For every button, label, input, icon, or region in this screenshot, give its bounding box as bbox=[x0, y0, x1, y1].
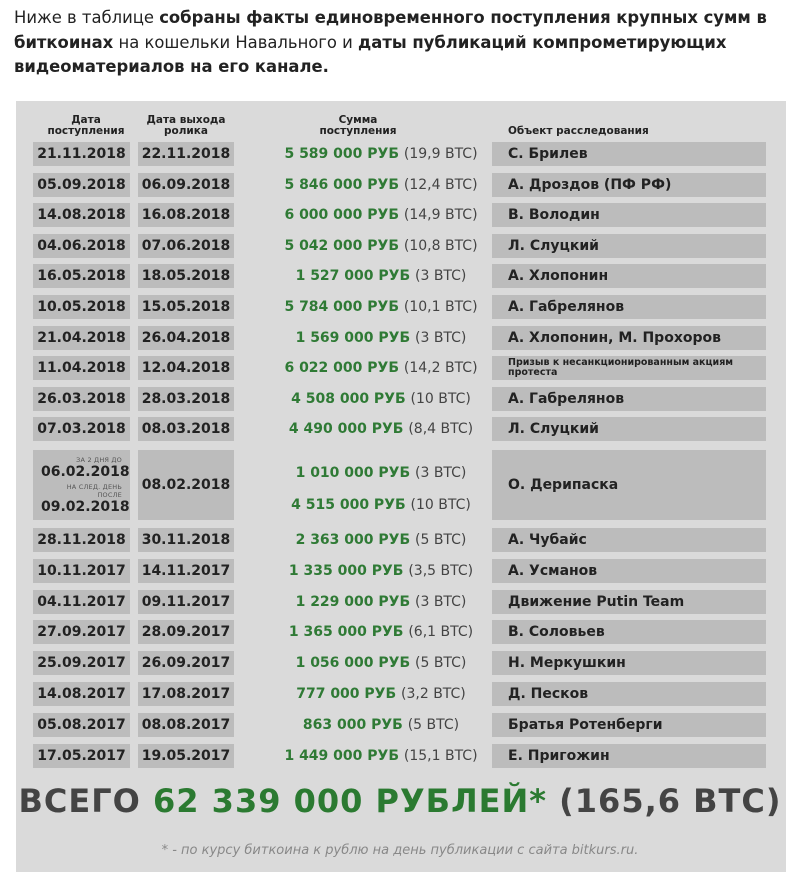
sum-rub: 1 569 000 РУБ bbox=[295, 329, 411, 346]
table-cell-sum bbox=[261, 563, 501, 579]
table-cell-date-in: 21.04.2018 bbox=[33, 326, 130, 350]
sum-btc: (19,9 BTC) bbox=[403, 146, 478, 162]
table-cell-object: А. Хлопонин, М. Прохоров bbox=[492, 326, 766, 350]
intro-bold-1: собраны факты единовременного поступления крупных сумм в биткоинах bbox=[14, 8, 767, 52]
table-cell-object: Движение Putin Team bbox=[492, 590, 766, 614]
sum-btc: (3,5 BTC) bbox=[408, 562, 474, 579]
total-star: * bbox=[529, 782, 548, 820]
sum-btc: (10 BTC) bbox=[410, 497, 471, 513]
table-cell-date-out: 18.05.2018 bbox=[138, 264, 234, 288]
table-cell-sum bbox=[261, 207, 501, 223]
table-cell-date-out: 06.09.2018 bbox=[138, 173, 234, 197]
table-cell-date-in: 05.08.2017 bbox=[33, 713, 130, 737]
sum-rub: 1 365 000 РУБ bbox=[288, 624, 404, 641]
table-cell-sum bbox=[261, 146, 501, 162]
bitcoin-table-panel bbox=[16, 101, 786, 872]
table-cell-sum bbox=[261, 594, 501, 610]
sum-btc: (6,1 BTC) bbox=[408, 624, 474, 641]
header-date-out: Дата выхода ролика bbox=[146, 114, 226, 137]
table-cell-date-out: 08.08.2017 bbox=[138, 713, 234, 737]
table-cell-date-out: 07.06.2018 bbox=[138, 234, 234, 258]
table-cell-sum bbox=[261, 268, 501, 284]
sum-btc: (5 BTC) bbox=[415, 532, 467, 548]
sum-double-2 bbox=[261, 497, 501, 513]
sum-btc: (14,2 BTC) bbox=[403, 360, 478, 377]
table-cell-object-double: О. Дерипаска bbox=[492, 450, 766, 520]
table-cell-sum bbox=[261, 624, 501, 640]
header-date-in: Дата поступления bbox=[47, 114, 125, 137]
table-cell-date-in: 28.11.2018 bbox=[33, 528, 130, 552]
sum-rub: 1 229 000 РУБ bbox=[295, 593, 411, 610]
sum-double-1 bbox=[261, 465, 501, 481]
sum-btc: (8,4 BTC) bbox=[408, 421, 474, 438]
table-cell-date-out: 17.08.2017 bbox=[138, 682, 234, 706]
table-cell-object: А. Хлопонин bbox=[492, 264, 766, 288]
sum-btc: (3 BTC) bbox=[415, 268, 467, 285]
table-cell-date-in: 14.08.2018 bbox=[33, 203, 130, 227]
sum-btc: (5 BTC) bbox=[415, 655, 467, 672]
sum-rub: 4 490 000 РУБ bbox=[288, 421, 404, 438]
table-cell-object: А. Чубайс bbox=[492, 528, 766, 552]
table-cell-date-in: 04.11.2017 bbox=[33, 590, 130, 614]
table-cell-sum bbox=[261, 532, 501, 548]
table-cell-object: Д. Песков bbox=[492, 682, 766, 706]
table-cell-object: А. Габрелянов bbox=[492, 295, 766, 319]
table-cell-object: Призыв к несанкционированным акциям протеста bbox=[492, 356, 766, 380]
total-amount: 62 339 000 РУБЛЕЙ bbox=[153, 782, 530, 820]
sum-rub: 777 000 РУБ bbox=[296, 686, 397, 702]
table-cell-date-in: 21.11.2018 bbox=[33, 142, 130, 166]
table-cell-date-out: 12.04.2018 bbox=[138, 356, 234, 380]
table-cell-object: Н. Меркушкин bbox=[492, 651, 766, 675]
intro-text-2: на кошельки Навального и bbox=[113, 32, 359, 52]
intro-text-1: Ниже в таблице bbox=[14, 8, 160, 27]
table-cell-date-in: 05.09.2018 bbox=[33, 173, 130, 197]
sum-btc: (5 BTC) bbox=[407, 716, 460, 733]
sum-rub: 5 846 000 РУБ bbox=[284, 176, 399, 193]
sum-rub: 2 363 000 РУБ bbox=[295, 532, 411, 548]
table-cell-object: Братья Ротенберги bbox=[492, 713, 766, 737]
header-object: Объект расследования bbox=[508, 125, 649, 137]
table-cell-sum bbox=[261, 391, 501, 407]
sum-btc: (15,1 BTC) bbox=[403, 747, 478, 764]
sum-rub: 5 042 000 РУБ bbox=[284, 237, 399, 254]
table-cell-date-in: 11.04.2018 bbox=[33, 356, 130, 380]
table-cell-sum bbox=[261, 360, 501, 376]
sum-btc: (14,9 BTC) bbox=[403, 207, 478, 224]
sum-btc: (10,8 BTC) bbox=[403, 237, 478, 254]
intro-bold-2: даты публикаций компрометирующих видеоматериалов на его канале. bbox=[14, 32, 727, 76]
table-cell-sum bbox=[261, 717, 501, 733]
table-cell-sum bbox=[261, 686, 501, 702]
table-cell-sum bbox=[261, 655, 501, 671]
sum-btc: (10,1 BTC) bbox=[403, 299, 478, 315]
table-cell-object: А. Дроздов (ПФ РФ) bbox=[492, 173, 766, 197]
sum-rub: 6 000 000 РУБ bbox=[284, 207, 399, 224]
sum-rub: 863 000 РУБ bbox=[302, 716, 403, 733]
table-cell-date-in: 26.03.2018 bbox=[33, 387, 130, 411]
intro-paragraph bbox=[14, 6, 786, 80]
table-cell-date-in-double bbox=[33, 450, 130, 520]
table-cell-object: Е. Пригожин bbox=[492, 744, 766, 768]
table-cell-date-out: 28.03.2018 bbox=[138, 387, 234, 411]
sum-btc: (12,4 BTC) bbox=[403, 176, 478, 193]
table-cell-sum bbox=[261, 748, 501, 764]
sum-rub: 1 335 000 РУБ bbox=[288, 562, 404, 579]
sum-rub: 4 515 000 РУБ bbox=[291, 497, 406, 513]
table-cell-date-in: 27.09.2017 bbox=[33, 620, 130, 644]
total-line bbox=[0, 782, 800, 820]
sum-btc: (3 BTC) bbox=[415, 465, 467, 481]
table-cell-sum bbox=[261, 238, 501, 254]
table-cell-sum bbox=[261, 177, 501, 193]
table-cell-date-in: 10.11.2017 bbox=[33, 559, 130, 583]
total-label: ВСЕГО bbox=[18, 782, 141, 820]
sum-rub: 6 022 000 РУБ bbox=[284, 360, 399, 377]
footnote: * - по курсу биткоина к рублю на день публикации с сайта bitkurs.ru. bbox=[161, 843, 639, 858]
date-in-1: 06.02.2018 bbox=[41, 463, 130, 480]
table-cell-date-out: 28.09.2017 bbox=[138, 620, 234, 644]
table-cell-date-in: 07.03.2018 bbox=[33, 417, 130, 441]
table-cell-date-in: 10.05.2018 bbox=[33, 295, 130, 319]
table-cell-date-in: 16.05.2018 bbox=[33, 264, 130, 288]
sum-rub: 4 508 000 РУБ bbox=[291, 390, 406, 407]
table-cell-date-out: 15.05.2018 bbox=[138, 295, 234, 319]
note-after: НА СЛЕД. ДЕНЬ ПОСЛЕ bbox=[66, 482, 122, 499]
table-cell-date-out: 19.05.2017 bbox=[138, 744, 234, 768]
table-cell-object: А. Усманов bbox=[492, 559, 766, 583]
table-cell-object: В. Володин bbox=[492, 203, 766, 227]
table-cell-date-out: 14.11.2017 bbox=[138, 559, 234, 583]
table-cell-date-out: 26.09.2017 bbox=[138, 651, 234, 675]
table-cell-date-out: 30.11.2018 bbox=[138, 528, 234, 552]
table-cell-date-out-double: 08.02.2018 bbox=[138, 450, 234, 520]
table-cell-object: Л. Слуцкий bbox=[492, 417, 766, 441]
table-cell-date-out: 08.03.2018 bbox=[138, 417, 234, 441]
table-cell-sum bbox=[261, 299, 501, 315]
table-cell-date-in: 04.06.2018 bbox=[33, 234, 130, 258]
sum-btc: (3 BTC) bbox=[415, 329, 467, 346]
sum-rub: 1 449 000 РУБ bbox=[284, 747, 399, 764]
sum-btc: (3 BTC) bbox=[415, 593, 467, 610]
table-cell-date-out: 26.04.2018 bbox=[138, 326, 234, 350]
table-cell-date-out: 09.11.2017 bbox=[138, 590, 234, 614]
table-cell-date-in: 17.05.2017 bbox=[33, 744, 130, 768]
table-cell-object: А. Габрелянов bbox=[492, 387, 766, 411]
table-cell-object: В. Соловьев bbox=[492, 620, 766, 644]
table-cell-object: Л. Слуцкий bbox=[492, 234, 766, 258]
table-cell-date-in: 14.08.2017 bbox=[33, 682, 130, 706]
sum-btc: (3,2 BTC) bbox=[401, 686, 466, 702]
sum-rub: 5 784 000 РУБ bbox=[284, 299, 399, 315]
note-before: ЗА 2 ДНЯ ДО bbox=[76, 455, 122, 464]
table-cell-date-out: 22.11.2018 bbox=[138, 142, 234, 166]
sum-rub: 1 056 000 РУБ bbox=[295, 655, 411, 672]
table-cell-date-out: 16.08.2018 bbox=[138, 203, 234, 227]
table-cell-date-in: 25.09.2017 bbox=[33, 651, 130, 675]
sum-rub: 1 010 000 РУБ bbox=[295, 465, 411, 481]
header-sum: Сумма поступления bbox=[319, 114, 397, 137]
date-in-2: 09.02.2018 bbox=[41, 498, 130, 515]
sum-btc: (10 BTC) bbox=[410, 390, 471, 407]
total-btc: (165,6 BTC) bbox=[559, 782, 782, 820]
sum-rub: 1 527 000 РУБ bbox=[295, 268, 411, 285]
table-cell-sum bbox=[261, 421, 501, 437]
sum-rub: 5 589 000 РУБ bbox=[284, 146, 399, 162]
table-cell-sum bbox=[261, 330, 501, 346]
table-cell-object: С. Брилев bbox=[492, 142, 766, 166]
